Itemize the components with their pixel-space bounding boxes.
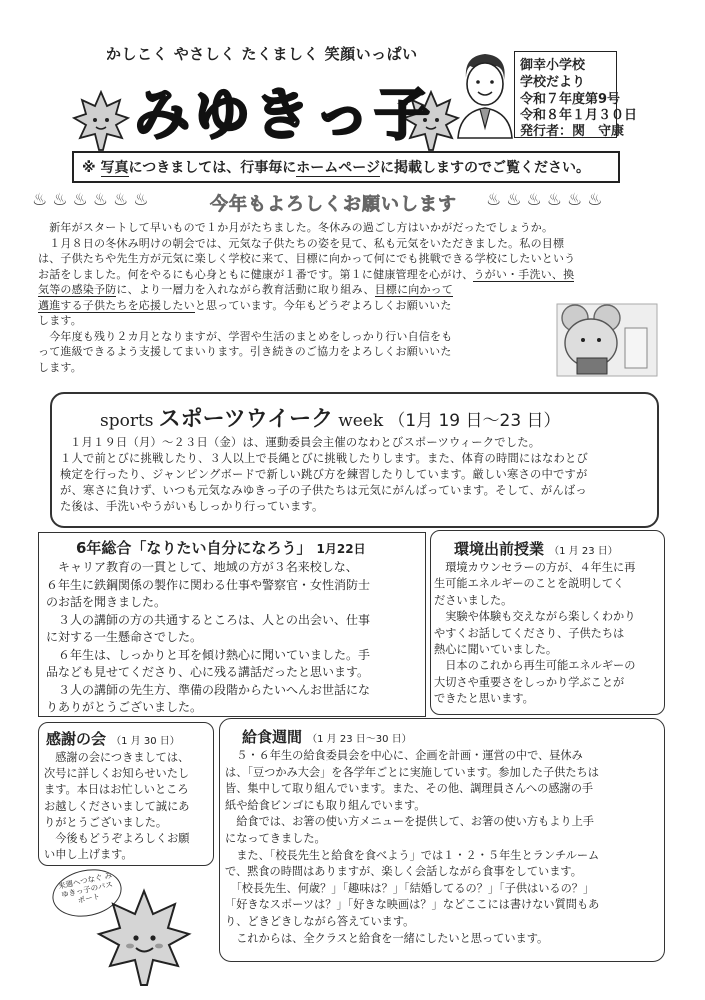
environment-line: 実験や体験も交えながら楽しくわかり xyxy=(434,610,636,624)
school-name: 御幸小学校 xyxy=(520,58,586,73)
career-line: のお話を聞きました。 xyxy=(46,595,167,609)
lunch-body xyxy=(225,748,661,947)
lunch-line: これからは、全クラスと給食を一緒にしたいと思っています。 xyxy=(225,931,549,945)
greeting-underline: うがい・手洗い、換 xyxy=(473,267,575,281)
career-title-text: 6年総合「なりたい自分になろう」 xyxy=(76,539,312,557)
lunch-line: また、「校長先生と給食を食べよう」では１・２・５年生とランチルーム xyxy=(225,848,600,862)
greeting-line: します。 xyxy=(38,314,82,327)
greeting-line xyxy=(38,267,678,283)
greeting-underline: 気等の感染予防 xyxy=(38,283,117,296)
thanks-title-date: （1 月 30 日） xyxy=(111,736,180,747)
notice-text-b: につきましては、行事毎に xyxy=(128,160,297,176)
sports-line: 検定を行ったり、ジャンピングボードで新しい跳び方を練習したりしています。厳しい寒さの中ですが xyxy=(60,468,588,481)
mascot-bubble-text: 来週へつなぐ みゆきっ子のパスポート xyxy=(57,870,114,906)
career-body xyxy=(46,559,422,717)
thanks-line: い申し上げます。 xyxy=(44,848,133,862)
environment-line: 日本のこれから再生可能エネルギーの xyxy=(434,659,636,673)
thanks-body xyxy=(44,750,214,863)
sports-line: が、寒さに負けず、いつも元気なみゆきっ子の子供たちは元気にがんばっています。そして、がんばっ xyxy=(60,484,587,497)
environment-line: ださいました。 xyxy=(434,593,513,607)
notice-text-d: に掲載しますのでご覧ください。 xyxy=(379,160,590,176)
environment-line: 熱心に聞いていました。 xyxy=(434,643,558,657)
school-slogan: かしこく やさしく たくましく 笑顔いっぱい xyxy=(106,45,418,63)
greeting-line: は、子供たちや先生方が元気に楽しく学校に来て、目標に向かって何にでも挑戦できる学校にしたいという xyxy=(38,252,576,265)
career-title-date: 1月22日 xyxy=(316,542,366,556)
lunch-line: 「校長先生、何歳？」「趣味は？」「結婚してるの？」「子供はいるの？」 xyxy=(225,881,595,895)
lunch-title-date: （1 月 23 日～30 日） xyxy=(307,734,412,745)
lunch-line: で、黙食の時間はありますが、楽しく会話しながら食事をしています。 xyxy=(225,865,582,879)
environment-title-text: 環境出前授業 xyxy=(454,540,545,558)
lunch-title-text: 給食週間 xyxy=(242,728,303,746)
issue-date: 令和８年１月３０日 xyxy=(520,108,638,123)
career-line: に対する一生懸命さでした。 xyxy=(46,630,203,644)
sports-line: １月１９日（月）～２３日（金）は、運動委員会主催のなわとびスポーツウィークでした。 xyxy=(70,436,541,449)
maple-leaf-icon xyxy=(72,90,130,152)
environment-line: 生可能エネルギーのことを説明してく xyxy=(434,577,625,591)
thanks-line: 感謝の会につきましては、 xyxy=(44,751,190,764)
greeting-line: １月８日の冬休み明けの朝会では、元気な子供たちの姿を見て、私も元気をいただきました。私の目標 xyxy=(38,236,565,250)
environment-title-date: （1 月 23 日） xyxy=(549,546,618,557)
lunch-line: り、どきどきしながら答えています。 xyxy=(225,914,415,928)
thanks-title-text: 感謝の会 xyxy=(46,730,107,748)
thanks-line: 次号に詳しくお知らせいたし xyxy=(44,767,190,781)
lunch-line: 紙や給食ビンゴにも取り組んでいます。 xyxy=(225,798,426,812)
greeting-line-text: お話をしました。何をやるにも心身ともに健康が１番です。第１に健康管理を心がけ、 xyxy=(38,267,474,281)
career-line: ３人の講師の方の共通するところは、人との出会い、仕事 xyxy=(46,612,371,627)
environment-line: 環境カウンセラーの方が、４年生に再 xyxy=(434,561,636,574)
greeting-line: します。 xyxy=(38,360,82,374)
notice-text-a: 写真 xyxy=(100,160,129,176)
career-line: ６年生に鉄鋼関係の製作に関わる仕事や警察官・女性消防士 xyxy=(46,577,371,592)
kagami-mochi-decoration: ♨♨♨♨♨♨ xyxy=(32,190,154,210)
sports-body xyxy=(60,435,650,515)
thanks-line: ます。本日はお忙しいところ xyxy=(44,783,189,797)
career-line: ６年生は、しっかりと耳を傾け熱心に聞いていました。手 xyxy=(46,647,371,662)
environment-line: やすくお話してくださり、子供たちは xyxy=(434,626,625,640)
career-line: ３人の講師の先生方、準備の段階からたいへんお世話にな xyxy=(46,682,371,697)
greeting-line-text: と思っています。今年もどうぞよろしくお願いいた xyxy=(194,298,452,312)
notice-text xyxy=(82,157,590,177)
mouse-illustration xyxy=(555,298,665,380)
kagami-mochi-decoration: ♨♨♨♨♨♨ xyxy=(486,190,608,210)
lunch-title xyxy=(242,726,412,747)
lunch-line: ５・６年生の給食委員会を中心に、企画を計画・運営の中で、昼休み xyxy=(225,749,583,762)
notice-mark: ※ xyxy=(82,160,96,176)
career-title xyxy=(76,537,366,558)
greeting-banner: 今年もよろしくお願いします xyxy=(210,194,457,215)
lunch-line: は、「豆つかみ大会」を各学年ごとに実施しています。参加した子供たちは xyxy=(225,765,599,779)
greeting-line: って進級できるよう支援してまいります。引き続きのご協力をよろしくお願いいた xyxy=(38,345,452,358)
environment-body xyxy=(434,560,662,708)
newsletter-title: みゆきっ子 xyxy=(134,83,434,148)
publisher: 発行者：関 守康 xyxy=(520,124,625,139)
maple-leaf-mascot-icon xyxy=(96,888,192,988)
greeting-line xyxy=(38,282,678,298)
lunch-line: になってきました。 xyxy=(225,831,326,845)
environment-title xyxy=(454,538,618,559)
sports-title-en2: week xyxy=(338,411,384,431)
thanks-title xyxy=(46,728,180,749)
greeting-line: 新年がスタートして早いもので１か月がたちました。冬休みの過ごし方はいかがだったでしょうか。 xyxy=(38,221,554,234)
sports-title xyxy=(100,402,561,433)
greeting-underline: 邁進する子供たちを応援したい xyxy=(38,298,195,312)
issue-number: 令和７年度第9号 xyxy=(520,92,621,107)
sports-title-en1: sports xyxy=(100,411,154,431)
environment-line: 大切さや重要さをしっかり学ぶことが xyxy=(434,675,625,689)
greeting-line-text: に、より一層力を入れながら教育活動に取り組み、 xyxy=(116,283,375,296)
thanks-line: りがとうございました。 xyxy=(44,815,168,829)
notice-text-c: ホームページ xyxy=(296,160,380,176)
career-line: キャリア教育の一貫として、地域の方が３名来校しな、 xyxy=(46,560,358,574)
lunch-line: 給食では、お箸の使い方メニューを提供して、お箸の使い方もより上手 xyxy=(225,815,594,829)
lunch-line: 「好きなスポーツは？」「好きな映画は？」などここには書けない質問もあ xyxy=(225,898,600,912)
greeting-line: 今年度も残り２カ月となりますが、学習や生活のまとめをしっかり行い自信をも xyxy=(38,329,453,343)
sports-line: た後は、手洗いやうがいもしっかり行っています。 xyxy=(60,500,324,513)
sports-line: １人で前とびに挑戦したり、３人以上で長縄とびに挑戦したりします。また、体育の時間にはなわとび xyxy=(60,452,588,465)
thanks-line: お越しくださいまして誠にあ xyxy=(44,799,190,813)
thanks-line: 今後もどうぞよろしくお願 xyxy=(44,832,190,846)
environment-line: できたと思います。 xyxy=(434,692,534,706)
sports-title-date: （1月 19 日～23 日） xyxy=(388,411,561,431)
sports-title-jp: スポーツウイーク xyxy=(158,407,334,432)
career-line: りありがとうございました。 xyxy=(46,700,203,714)
greeting-underline: 目標に向かって xyxy=(374,283,454,296)
newsletter-label: 学校だより xyxy=(520,75,586,90)
lunch-line: 皆、集中して取り組んでいます。また、その他、調理員さんへの感謝の手 xyxy=(225,782,594,796)
career-line: 品なども見せてくださり、心に残る講話だったと思います。 xyxy=(46,665,370,679)
principal-illustration xyxy=(452,48,518,140)
